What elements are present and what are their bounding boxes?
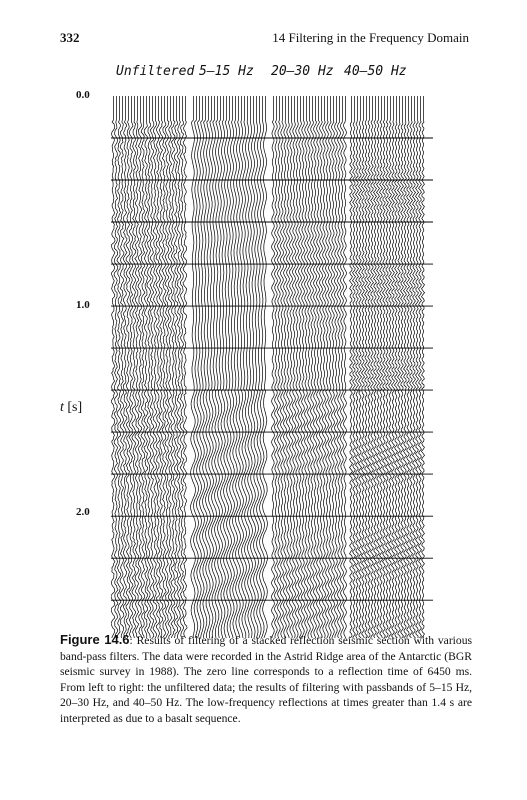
wiggle-trace bbox=[227, 96, 232, 638]
wiggle-trace bbox=[289, 96, 292, 638]
wiggle-trace bbox=[331, 96, 334, 638]
wiggle-trace bbox=[409, 96, 412, 638]
wiggle-trace bbox=[274, 96, 277, 638]
wiggle-trace bbox=[367, 96, 370, 638]
wiggle-trace bbox=[415, 96, 418, 638]
wiggle-trace bbox=[236, 96, 241, 638]
wiggle-trace bbox=[337, 96, 340, 638]
wiggle-trace bbox=[156, 96, 160, 638]
seismic-panel-0 bbox=[111, 96, 187, 638]
caption-text: : Results of filtering of a stacked reflection seismic section with various band-pass filters. The data were recorded in the Astrid Ridge area of the Antarctic (BGR seismic survey in 1988). The zero line corresponds to a reflection time of 6450 ms. From left to right: the unfiltered data; the results of filtering with passbands of 5–15 Hz, 20–30 Hz, and 40–50 Hz. The low-frequency reflections at times greater than 1.4 s are interpreted as due to a basalt sequence. bbox=[60, 634, 473, 725]
wiggle-trace bbox=[277, 96, 280, 638]
time-tick-1: 1.0 bbox=[76, 299, 90, 311]
wiggle-trace bbox=[340, 96, 343, 638]
panel-label-40-50hz: 40–50 Hz bbox=[344, 64, 407, 79]
wiggle-trace bbox=[174, 96, 178, 638]
page-header bbox=[60, 30, 469, 48]
wiggle-trace bbox=[394, 96, 397, 638]
panel-label-unfiltered: Unfiltered bbox=[116, 64, 195, 79]
wiggle-trace bbox=[233, 96, 238, 638]
wiggle-trace bbox=[126, 96, 130, 638]
wiggle-trace bbox=[334, 96, 337, 638]
wiggle-trace bbox=[129, 96, 133, 638]
wiggle-trace bbox=[283, 96, 286, 638]
wiggle-trace bbox=[355, 96, 358, 638]
time-tick-0: 0.0 bbox=[76, 89, 90, 101]
figure-caption bbox=[60, 632, 472, 727]
seismic-panel-2 bbox=[271, 96, 346, 638]
wiggle-trace bbox=[183, 96, 187, 638]
wiggle-trace bbox=[200, 96, 205, 638]
time-axis-label bbox=[60, 400, 82, 416]
caption-label: Figure 14.6 bbox=[60, 632, 130, 647]
wiggle-trace bbox=[147, 96, 151, 638]
wiggle-trace bbox=[343, 96, 346, 638]
wiggle-trace bbox=[221, 96, 226, 638]
wiggle-trace bbox=[123, 96, 127, 638]
wiggle-trace bbox=[313, 96, 316, 638]
wiggle-trace bbox=[295, 96, 298, 638]
wiggle-trace bbox=[349, 96, 352, 638]
wiggle-trace bbox=[144, 96, 148, 638]
wiggle-trace bbox=[203, 96, 208, 638]
seismic-panel-3 bbox=[349, 96, 424, 638]
wiggle-trace bbox=[224, 96, 229, 638]
wiggle-trace bbox=[322, 96, 325, 638]
wiggle-trace bbox=[391, 96, 394, 638]
wiggle-trace bbox=[120, 96, 124, 638]
wiggle-trace bbox=[329, 96, 332, 638]
wiggle-trace bbox=[403, 96, 406, 638]
wiggle-trace bbox=[150, 96, 154, 638]
wiggle-trace bbox=[292, 96, 295, 638]
time-tick-2: 2.0 bbox=[76, 506, 90, 518]
seismic-section-figure bbox=[111, 96, 433, 638]
seismic-panel-1 bbox=[191, 96, 268, 638]
wiggle-trace bbox=[111, 96, 115, 638]
wiggle-trace bbox=[299, 96, 302, 638]
time-axis-symbol: t bbox=[60, 400, 64, 415]
wiggle-trace bbox=[370, 96, 373, 638]
wiggle-trace bbox=[165, 96, 169, 638]
wiggle-trace bbox=[397, 96, 400, 638]
wiggle-trace bbox=[304, 96, 307, 638]
wiggle-trace bbox=[307, 96, 310, 638]
wiggle-trace bbox=[382, 96, 385, 638]
panel-label-5-15hz: 5–15 Hz bbox=[199, 64, 254, 79]
wiggle-trace bbox=[197, 96, 202, 638]
wiggle-trace bbox=[230, 96, 235, 638]
wiggle-trace bbox=[159, 96, 163, 638]
wiggle-trace bbox=[212, 96, 217, 638]
wiggle-trace bbox=[286, 96, 289, 638]
wiggle-trace bbox=[358, 96, 361, 638]
wiggle-trace bbox=[365, 96, 368, 638]
wiggle-trace bbox=[352, 96, 355, 638]
wiggle-trace bbox=[407, 96, 410, 638]
wiggle-trace bbox=[177, 96, 181, 638]
time-axis-unit: [s] bbox=[67, 400, 83, 415]
wiggle-trace bbox=[379, 96, 382, 638]
wiggle-trace bbox=[271, 96, 274, 638]
wiggle-trace bbox=[171, 96, 175, 638]
wiggle-trace bbox=[421, 96, 424, 638]
wiggle-trace bbox=[325, 96, 328, 638]
wiggle-trace bbox=[194, 96, 199, 638]
wiggle-trace bbox=[319, 96, 322, 638]
running-head: 14 Filtering in the Frequency Domain bbox=[272, 30, 469, 45]
wiggle-trace bbox=[388, 96, 391, 638]
wiggle-trace bbox=[301, 96, 304, 638]
panel-labels bbox=[111, 64, 433, 82]
wiggle-trace bbox=[400, 96, 403, 638]
wiggle-trace bbox=[281, 96, 284, 638]
wiggle-trace bbox=[376, 96, 379, 638]
wiggle-trace bbox=[412, 96, 415, 638]
wiggle-trace bbox=[141, 96, 145, 638]
wiggle-trace bbox=[310, 96, 313, 638]
wiggle-trace bbox=[316, 96, 319, 638]
wiggle-trace bbox=[132, 96, 136, 638]
wiggle-trace bbox=[153, 96, 157, 638]
page-number: 332 bbox=[60, 30, 80, 45]
wiggle-trace bbox=[263, 96, 268, 638]
wiggle-trace bbox=[168, 96, 172, 638]
wiggle-trace bbox=[374, 96, 377, 638]
wiggle-trace bbox=[419, 96, 422, 638]
panel-label-20-30hz: 20–30 Hz bbox=[271, 64, 334, 79]
wiggle-trace bbox=[206, 96, 211, 638]
wiggle-trace bbox=[385, 96, 388, 638]
wiggle-trace bbox=[361, 96, 364, 638]
